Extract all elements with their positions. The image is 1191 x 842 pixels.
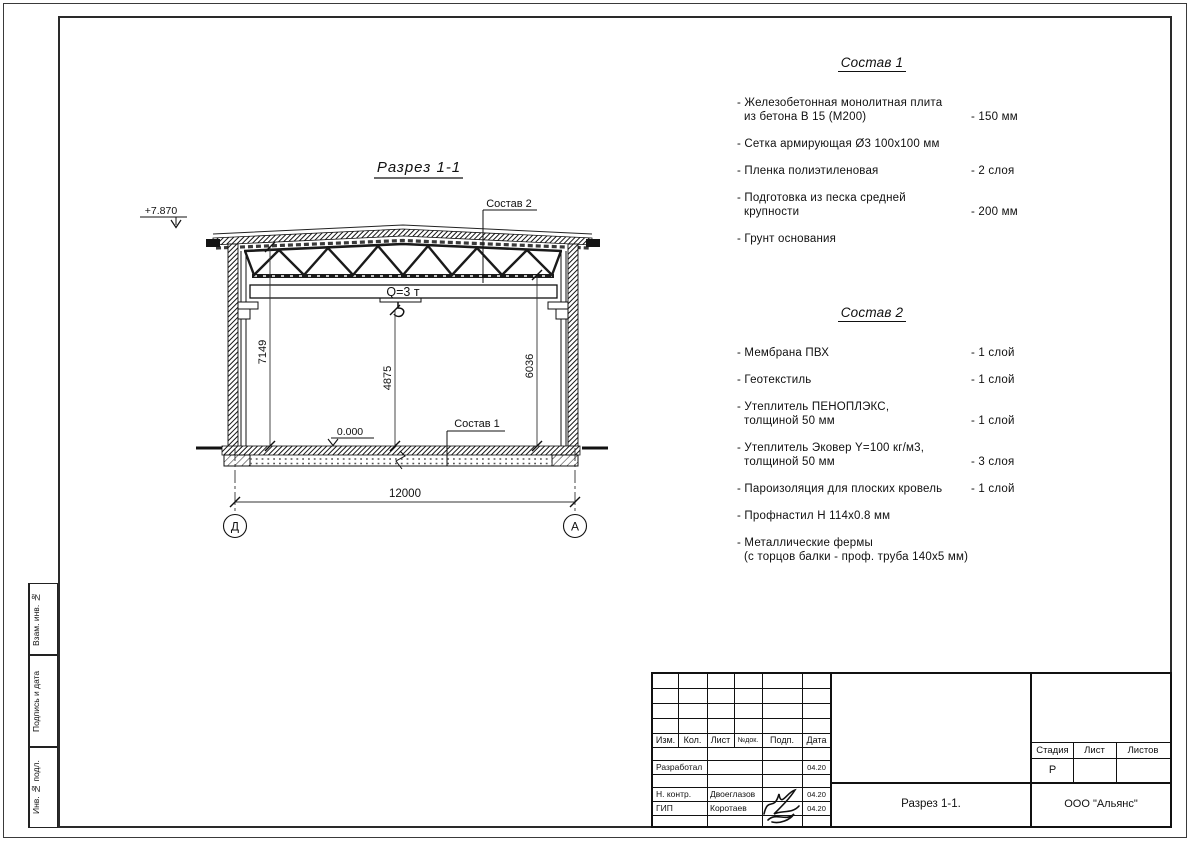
section-title: Разрез 1-1 xyxy=(376,159,462,176)
tb-col-list: Лист xyxy=(710,735,731,745)
material-item xyxy=(737,482,1042,496)
material-thickness: - 3 слоя xyxy=(971,456,1015,468)
tb-company: ООО "Альянс" xyxy=(1064,798,1138,810)
title-block xyxy=(651,672,1172,828)
tb-name: Двоеглазов xyxy=(710,789,756,799)
material-item xyxy=(737,509,1042,523)
material-name-line2: из бетона В 15 (М200) xyxy=(744,111,867,123)
tb-name: Коротаев xyxy=(710,803,747,813)
dim-right-label: 6036 xyxy=(524,353,536,379)
material-name: - Подготовка из песка средней xyxy=(737,192,906,204)
material-item xyxy=(737,441,1042,469)
tb-col-podp: Подп. xyxy=(770,735,794,745)
material-thickness: - 200 мм xyxy=(971,206,1018,218)
material-name: - Железобетонная монолитная плита xyxy=(737,97,943,109)
side-stamp-label: Инв. № подл. xyxy=(29,748,43,827)
tb-col-data: Дата xyxy=(806,735,827,745)
tb-col-kol: Кол. xyxy=(683,735,702,745)
sostav1-list xyxy=(737,55,1042,259)
side-stamp-label: Взам. инв. № xyxy=(29,584,43,654)
tb-role: Н. контр. xyxy=(656,789,692,799)
material-item xyxy=(737,536,1042,564)
tb-stage-value: Р xyxy=(1048,764,1057,776)
material-thickness: - 1 слой xyxy=(971,374,1015,386)
tb-sheet-col: Лист xyxy=(1084,744,1105,756)
elevation-zero-label: 0.000 xyxy=(336,426,364,438)
dim-span-label: 12000 xyxy=(389,488,421,500)
crane-capacity-label: Q=3 т xyxy=(386,285,420,299)
callout-floor-label: Состав 1 xyxy=(454,418,500,430)
elevation-top-label: +7.870 xyxy=(144,205,178,217)
callout-roof-label: Состав 2 xyxy=(486,198,532,210)
sostav2-title: Состав 2 xyxy=(737,305,1007,320)
material-name-line2: толщиной 50 мм xyxy=(744,456,835,468)
material-name: - Пленка полиэтиленовая xyxy=(737,165,879,177)
material-thickness: - 150 мм xyxy=(971,111,1018,123)
dim-left-label: 7149 xyxy=(257,339,269,365)
material-item xyxy=(737,191,1042,219)
material-thickness: - 2 слоя xyxy=(971,165,1015,177)
material-name-line2: толщиной 50 мм xyxy=(744,415,835,427)
material-item xyxy=(737,400,1042,428)
material-item xyxy=(737,137,1042,151)
material-item xyxy=(737,232,1042,246)
tb-col-izm: Изм. xyxy=(655,735,676,745)
side-stamp-vzam-inv xyxy=(28,583,58,655)
material-name: - Металлические фермы xyxy=(737,537,873,549)
material-name-line2: (с торцов балки - проф. труба 140х5 мм) xyxy=(744,551,969,563)
material-name: - Геотекстиль xyxy=(737,374,812,386)
material-item xyxy=(737,373,1042,387)
tb-role: Разработал xyxy=(656,762,703,772)
material-name: - Пароизоляция для плоских кровель xyxy=(737,483,943,495)
material-item xyxy=(737,96,1042,124)
sostav2-list xyxy=(737,305,1042,577)
signature-icon xyxy=(760,784,804,826)
tb-role: ГИП xyxy=(656,803,673,813)
material-item xyxy=(737,164,1042,178)
material-thickness: - 1 слой xyxy=(971,347,1015,359)
axis-left-label: Д xyxy=(230,519,240,534)
material-thickness: - 1 слой xyxy=(971,483,1015,495)
side-stamp-podpis-data xyxy=(28,655,58,747)
side-stamp-label: Подпись и дата xyxy=(29,656,43,746)
tb-stage-col: Стадия xyxy=(1036,744,1069,756)
material-item xyxy=(737,346,1042,360)
side-stamp-inv-podl xyxy=(28,747,58,828)
material-name: - Утеплитель Эковер Y=100 кг/м3, xyxy=(737,442,925,454)
material-name: - Профнастил Н 114х0.8 мм xyxy=(737,510,891,522)
tb-date: 04.20 xyxy=(807,762,826,772)
material-name: - Грунт основания xyxy=(737,233,837,245)
axis-right-label: А xyxy=(570,519,580,534)
material-name: - Сетка армирующая Ø3 100х100 мм xyxy=(737,138,940,150)
material-thickness: - 1 слой xyxy=(971,415,1015,427)
material-name: - Мембрана ПВХ xyxy=(737,347,830,359)
material-name-line2: крупности xyxy=(744,206,800,218)
sostav1-title: Состав 1 xyxy=(737,55,1007,70)
tb-col-ndok: №док. xyxy=(737,736,759,744)
section-drawing xyxy=(0,0,660,560)
tb-sheets-col: Листов xyxy=(1127,744,1159,756)
tb-doc-title: Разрез 1-1. xyxy=(901,798,961,810)
dim-mid-label: 4875 xyxy=(382,365,394,391)
tb-date: 04.20 xyxy=(807,803,826,813)
material-name: - Утеплитель ПЕНОПЛЭКС, xyxy=(737,401,890,413)
tb-date: 04.20 xyxy=(807,789,826,799)
